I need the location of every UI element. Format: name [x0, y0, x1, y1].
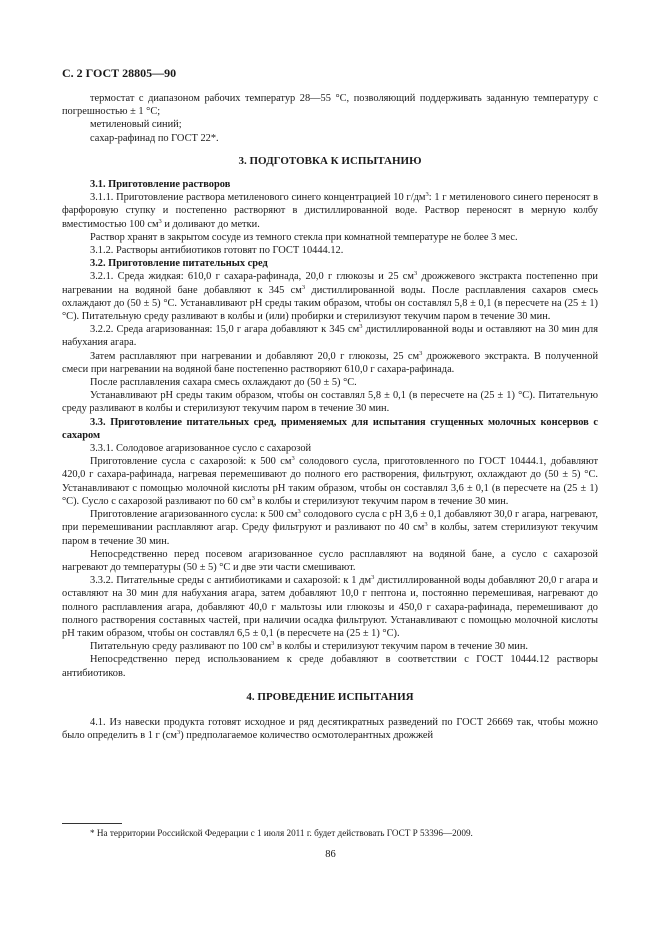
paragraph-3-2-1: 3.2.1. Среда жидкая: 610,0 г сахара-рафинада, 20,0 г глюкозы и 25 $см^3$ дрожжевого экстракта постепенно при нагревании на водяной бане добавляют к 345 $см^3$ дистиллированной воды. После расплавления сахаров смесь охлаждают до (50 ± 5) °С. Устанавливают pH среды таким образом, чтобы он составлял 5,8 ± 0,1 (в пересчете на (25 ± 1) °С). Питательную среду разливают в колбы и (или) пробирки и стерилизуют текучим паром в течение 30 мин.: [62, 270, 598, 323]
footnote-divider: [62, 823, 122, 824]
paragraph-3-1-2: 3.1.2. Растворы антибиотиков готовят по ГОСТ 10444.12.: [90, 245, 344, 257]
paragraph: Питательную среду разливают по 100 $см^3$ в колбы и стерилизуют текучим паром в течение 30 мин.: [90, 640, 529, 653]
subsection-3-2-title: 3.2. Приготовление питательных сред: [90, 258, 268, 270]
paragraph: Непосредственно перед посевом агаризованное сусло расплавляют на водяной бане, а сусло с сахарозой нагревают до температуры (50 ± 5) °С и две эти части смешивают.: [62, 548, 598, 573]
paragraph-3-3-2: 3.3.2. Питательные среды с антибиотиками и сахарозой: к 1 $дм^3$ дистиллированной воды добавляют 20,0 г агара и оставляют на 30 мин для набухания агара, затем добавляют 10,0 г пептона и, постоянно перемешивая, нагревают до полного расплавления агара, добавляют 40,0 г мальтозы или глюкозы и 450,0 г сахара-рафинада, перемешивают до полного растворения составных частей, при наличии осадка фильтруют. Устанавливают с помощью молочной кислоты pH таким образом, чтобы он составлял 6,5 ± 0,1 (в пересчете на (25 ± 1) °С).: [62, 574, 598, 639]
paragraph: Непосредственно перед использованием к среде добавляют в соответствии с ГОСТ 10444.12 растворы антибиотиков.: [62, 654, 598, 679]
paragraph: Затем расплавляют при нагревании и добавляют 20,0 г глюкозы, 25 $см^3$ дрожжевого экстракта. В полученной смеси при нагревании на водяной бане постепенно растворяют 610,0 г сахара-рафинада.: [62, 349, 598, 375]
paragraph: сахар-рафинад по ГОСТ 22*.: [90, 132, 219, 144]
subsection-3-3-title: 3.3. Приготовление питательных сред, применяемых для испытания сгущенных молочных консервов с сахаром: [62, 416, 598, 441]
paragraph: Устанавливают pH среды таким образом, чтобы он составлял 5,8 ± 0,1 (в пересчете на (25 ± 1) °С). Питательную среду разливают в колбы и стерилизуют текучим паром в течение 30 мин.: [62, 390, 598, 415]
section-3-title: 3. ПОДГОТОВКА К ИСПЫТАНИЮ: [238, 154, 422, 167]
page-number: 86: [325, 849, 336, 860]
section-4-title: 4. ПРОВЕДЕНИЕ ИСПЫТАНИЯ: [246, 690, 414, 703]
paragraph: метиленовый синий;: [90, 119, 182, 131]
paragraph-3-1-1: 3.1.1. Приготовление раствора метиленового синего концентрацией 10 $г/дм^3$: 1 г метиленового синего переносят в фарфоровую ступку и постепенно растворяют в дистиллированной воде. Раствор переносят в мерную колбу вместимостью 100 $см^3$ и доливают до метки.: [62, 191, 598, 230]
document-body: [62, 92, 598, 742]
paragraph-4-1: 4.1. Из навески продукта готовят исходное и ряд десятикратных разведений по ГОСТ 26669 так, чтобы можно было определить в 1 г $(см^3)$ предполагаемое количество осмотолерантных дрожжей: [62, 716, 598, 742]
paragraph-3-2-2: 3.2.2. Среда агаризованная: 15,0 г агара добавляют к 345 $см^3$ дистиллированной воды и оставляют на 30 мин для набухания агара.: [62, 323, 598, 349]
paragraph-3-3-1: 3.3.1. Солодовое агаризованное сусло с сахарозой: [90, 443, 312, 455]
subsection-3-1-title: 3.1. Приготовление растворов: [90, 179, 231, 191]
paragraph: термостат с диапазоном рабочих температур 28—55 °С, позволяющий поддерживать заданную температуру с погрешностью ± 1 °С;: [62, 93, 598, 118]
paragraph: Раствор хранят в закрытом сосуде из темного стекла при комнатной температуре не более 3 мес.: [90, 231, 518, 243]
paragraph: После расплавления сахара смесь охлаждают до (50 ± 5) °С.: [90, 377, 357, 389]
paragraph: Приготовление агаризованного сусла: к 500 $см^3$ солодового сусла с pH 3,6 ± 0,1 добавляют 30,0 г агара, нагревают, при перемешивании расплавляют агар. Среду фильтруют и разливают по 40 $см^3$ в колбы, затем стерилизуют текучим паром в течение 30 мин.: [62, 508, 598, 547]
footnote: * На территории Российской Федерации с 1 июля 2011 г. будет действовать ГОСТ Р 53396—2009.: [90, 828, 473, 838]
paragraph: Приготовление сусла с сахарозой: к 500 $см^3$ солодового сусла, приготовленного по ГОСТ 10444.1, добавляют 420,0 г сахара-рафинада, нагревая перемешивают до полного его растворения, фильтруют, охлаждают до (50 ± 5) °С. Устанавливают с помощью молочной кислоты pH таким образом, чтобы он составлял 3,6 ± 0,1 (в пересчете на (25 ± 1) °С). Сусло с сахарозой разливают по 60 $см^3$ в колбы и стерилизуют текучим паром в течение 30 мин.: [62, 455, 598, 507]
page-header: С. 2 ГОСТ 28805—90: [62, 66, 177, 80]
